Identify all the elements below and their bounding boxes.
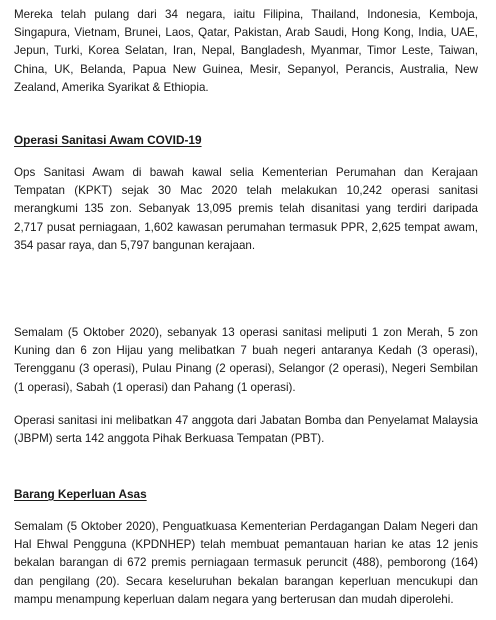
- paragraph-sanitasi-personnel: Operasi sanitasi ini melibatkan 47 anggota dari Jabatan Bomba dan Penyelamat Malaysia (JBPM) serta 142 anggota Pihak Berkuasa Tempatan (PBT).: [14, 414, 478, 446]
- paragraph-sanitasi-summary: Ops Sanitasi Awam di bawah kawal selia Kementerian Perumahan dan Kerajaan Tempatan (KPKT) sejak 30 Mac 2020 telah melakukan 10,242 operasi sanitasi merangkumi 135 zon. Sebanyak 13,095 premis telah disanitasi yang terdiri daripada 2,717 pusat perniagaan, 1,602 kawasan perumahan termasuk PPR, 2,625 tempat awam, 354 pasar raya, dan 5,797 bangunan kerajaan.: [14, 166, 478, 252]
- paragraph-sanitasi-yesterday: Semalam (5 Oktober 2020), sebanyak 13 operasi sanitasi meliputi 1 zon Merah, 5 zon Kuning dan 6 zon Hijau yang melibatkan 7 buah negeri antaranya Kedah (3 operasi), Terengganu (3 operasi), Pulau Pinang (2 operasi), Selangor (2 operasi), Negeri Sembilan (1 operasi), Sabah (1 operasi) dan Pahang (1 operasi).: [14, 326, 478, 394]
- paragraph-countries: Mereka telah pulang dari 34 negara, iaitu Filipina, Thailand, Indonesia, Kemboja, Singapura, Vietnam, Brunei, Laos, Qatar, Pakistan, Arab Saudi, Hong Kong, India, UAE, Jepun, Turki, Korea Selatan, Iran, Nepal, Bangladesh, Myanmar, Timor Leste, Taiwan, China, UK, Belanda, Papua New Guinea, Mesir, Sepanyol, Perancis, Australia, New Zealand, Amerika Syarikat & Ethiopia.: [14, 8, 478, 94]
- heading-barang: Barang Keperluan Asas: [14, 487, 147, 501]
- paragraph-barang: Semalam (5 Oktober 2020), Penguatkuasa Kementerian Perdagangan Dalam Negeri dan Hal Ehwal Pengguna (KPDNHEP) telah membuat pemantauan harian ke atas 12 jenis bekalan barangan di 672 premis perniagaan termasuk peruncit (488), pemborong (164) dan pengilang (20). Secara keseluruhan bekalan barangan keperluan mencukupi dan mampu menampung keperluan dalam negara yang berterusan dan mudah diperolehi.: [14, 520, 478, 606]
- heading-sanitasi: Operasi Sanitasi Awam COVID-19: [14, 133, 202, 147]
